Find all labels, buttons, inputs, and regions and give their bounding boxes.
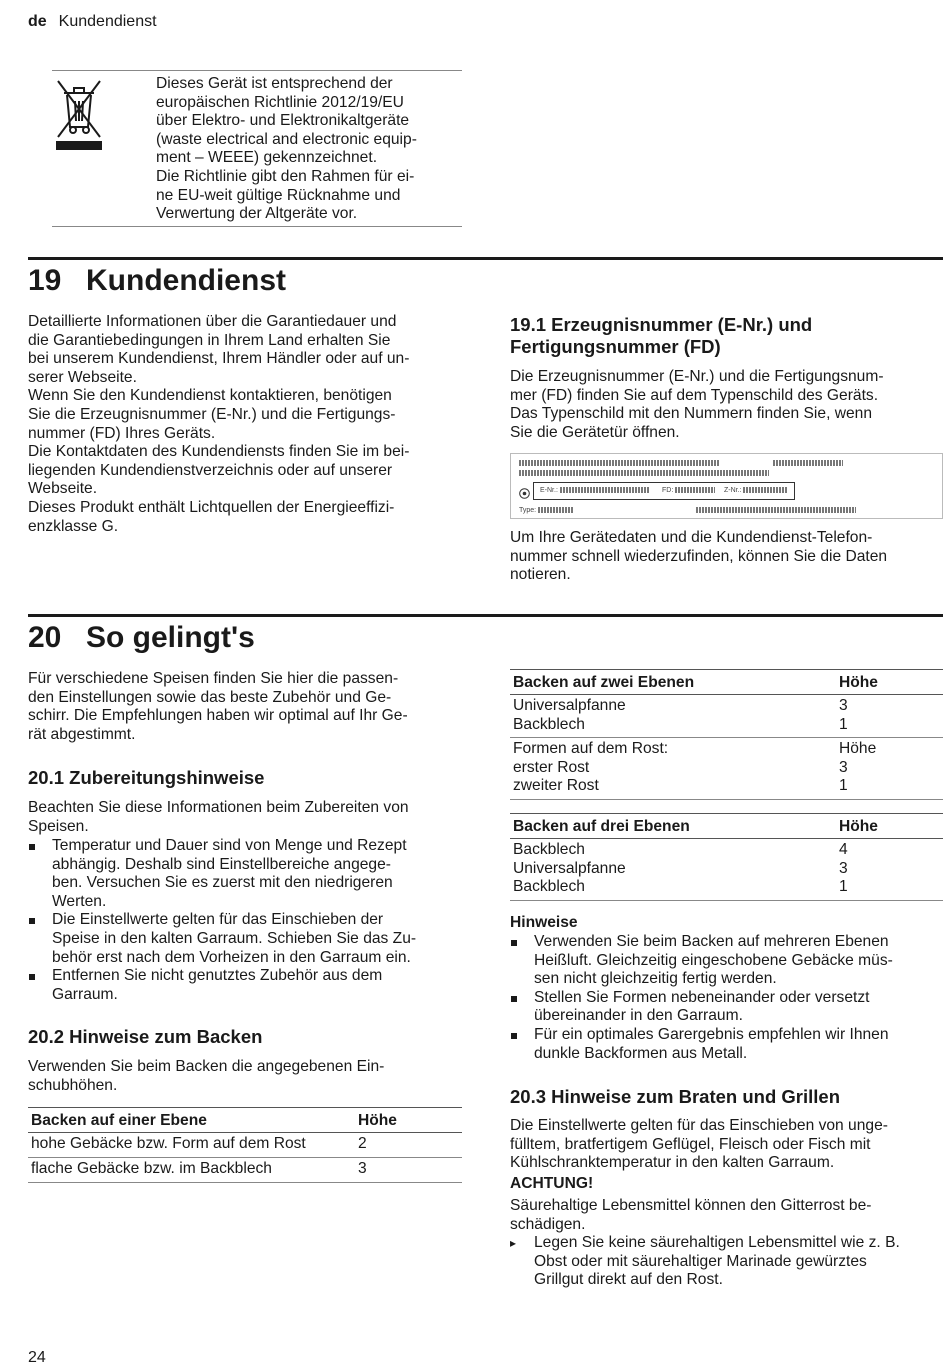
table-header: Höhe (836, 670, 943, 695)
table-one-level (28, 1107, 462, 1183)
page-number: 24 (28, 1349, 46, 1366)
table-two-levels (510, 669, 943, 800)
type-plate-illustration (510, 453, 943, 519)
table-row: Backblech 1 (510, 716, 943, 738)
list-item: ▸ Legen Sie keine säurehaltigen Lebensmittel wie z. B. Obst oder mit säurehaltiger Marinade gewürztes Grillgut direkt auf den Rost. (510, 1234, 945, 1290)
section-divider (28, 257, 943, 260)
section-19-title (28, 264, 286, 298)
subsection-20-1-title: 20.1 Zubereitungshinweise (28, 767, 265, 788)
list-item: Temperatur und Dauer sind von Menge und Rezept abhängig. Deshalb sind Einstellbereiche angege- ben. Versuchen Sie es zuerst mit den niedrigeren Werten. (28, 837, 468, 911)
table-header: Backen auf zwei Ebenen (510, 670, 836, 695)
plate-znr-label: Z-Nr.: (724, 487, 742, 494)
section-title-text: So gelingt's (86, 621, 255, 654)
table-row: Backblech 1 (510, 878, 943, 900)
subsection-19-1-body: Die Erzeugnisnummer (E-Nr.) und die Fertigungsnum- mer (FD) finden Sie auf dem Typenschild des Geräts. Das Typenschild mit den Nummern finden Sie, wenn Sie die Gerätetür öffnen. (510, 368, 884, 441)
table-row: Formen auf dem Rost: Höhe (513, 740, 877, 758)
section-number: 20 (28, 621, 62, 654)
table-row: hohe Gebäcke bzw. Form auf dem Rost 2 (28, 1133, 462, 1158)
plate-type-label: Type: (519, 507, 537, 514)
table-row: zweiter Rost 1 (510, 777, 943, 799)
list-item: Stellen Sie Formen nebeneinander oder versetzt übereinander in den Garraum. (510, 989, 943, 1026)
subsection-20-3-title: 20.3 Hinweise zum Braten und Grillen (510, 1086, 841, 1107)
table-header: Backen auf drei Ebenen (510, 814, 836, 839)
subsection-19-1-after: Um Ihre Gerätedaten und die Kundendienst-Telefon- nummer schnell wiederzufinden, können Sie die Daten notieren. (510, 529, 888, 584)
plate-fd-label: FD: (662, 487, 674, 494)
table-row: erster Rost 3 (513, 758, 848, 776)
table-three-levels (510, 813, 943, 901)
warning-body: Säurehaltige Lebensmittel können den Gitterrost be- schädigen. (510, 1197, 872, 1233)
subsection-20-2-title: 20.2 Hinweise zum Backen (28, 1026, 263, 1047)
warning-title: ACHTUNG! (510, 1175, 594, 1192)
crossed-bin-icon (54, 75, 104, 151)
subsection-19-1-title: 19.1 Erzeugnisnummer (E-Nr.) und Fertigungsnummer (FD) (510, 314, 813, 357)
plate-enr-label: E-Nr.: (540, 487, 558, 494)
action-list (510, 1234, 945, 1290)
section-title-text: Kundendienst (86, 264, 286, 297)
page-header (28, 13, 157, 32)
list-item: Die Einstellwerte gelten für das Einschieben der Speise in den kalten Garraum. Schieben Sie das Zu- behör erst nach dem Vorheizen in den Garraum ein. (28, 911, 468, 967)
subsection-20-1-body: Beachten Sie diese Informationen beim Zubereiten von Speisen. (28, 799, 409, 835)
language-code: de (28, 13, 47, 30)
subsection-20-2-body: Verwenden Sie beim Backen die angegebenen Ein- schubhöhen. (28, 1058, 385, 1094)
weee-notice (52, 70, 462, 227)
table-header: Backen auf einer Ebene (28, 1108, 355, 1133)
number-box (533, 482, 795, 500)
subsection-20-3-body: Die Einstellwerte gelten für das Einschieben von unge- fülltem, bratfertigem Geflügel, Fleisch oder Fisch mit Kühlschranktemperatur in den kalten Garraum. (510, 1117, 888, 1172)
notes-title: Hinweise (510, 914, 578, 931)
section-divider (28, 614, 943, 617)
section-19-body: Detaillierte Informationen über die Garantiedauer und die Garantiebedingungen in Ihrem Land erhalten Sie bei unserem Kundendienst, Ihrem Händler oder auf un- serer Webseite. Wenn Sie den Kundendienst kontaktieren, benötigen Sie die Erzeugnisnummer (E-Nr.) und die Fertigungs- nummer (FD) Ihres Geräts. Die Kontaktdaten des Kundendiensts finden Sie im bei- liegenden Kundendienstverzeichnis oder auf unserer Webseite. Dieses Produkt enthält Lichtquellen der Energieeffizi- enzklasse G. (28, 313, 410, 535)
section-number: 19 (28, 264, 62, 297)
list-item: Für ein optimales Garergebnis empfehlen wir Ihnen dunkle Backformen aus Metall. (510, 1026, 943, 1063)
weee-text: Dieses Gerät ist entsprechend der europäischen Richtlinie 2012/19/EU über Elektro- und Elektronikaltgeräte (waste electrical and electronic equip- ment – WEEE) gekennzeichnet. Die Richtlinie gibt den Rahmen für ei- ne EU-weit gültige Rücknahme und Verwertung der Altgeräte vor. (156, 75, 417, 223)
list-item: Verwenden Sie beim Backen auf mehreren Ebenen Heißluft. Gleichzeitig eingeschobene Gebäcke müs- sen nicht gleichzeitig fertig werden. (510, 933, 943, 989)
header-section: Kundendienst (58, 13, 157, 30)
table-row: Universalpfanne 3 (513, 697, 848, 714)
table-header: Höhe (355, 1108, 462, 1133)
certification-mark-icon (519, 488, 530, 499)
table-header: Höhe (836, 814, 943, 839)
table-row: Universalpfanne 3 (513, 859, 848, 877)
section-20-title (28, 621, 255, 655)
section-20-intro: Für verschiedene Speisen finden Sie hier die passen- den Einstellungen sowie das beste Zubehör und Ge- schirr. Die Empfehlungen haben wir optimal auf Ihr Ge- rät abgestimmt. (28, 670, 408, 743)
preparation-hints-list (28, 837, 468, 1004)
table-row: Backblech 4 (513, 841, 848, 858)
list-item: Entfernen Sie nicht genutztes Zubehör aus dem Garraum. (28, 967, 468, 1004)
notes-list (510, 933, 943, 1063)
table-row: flache Gebäcke bzw. im Backblech 3 (28, 1158, 462, 1183)
